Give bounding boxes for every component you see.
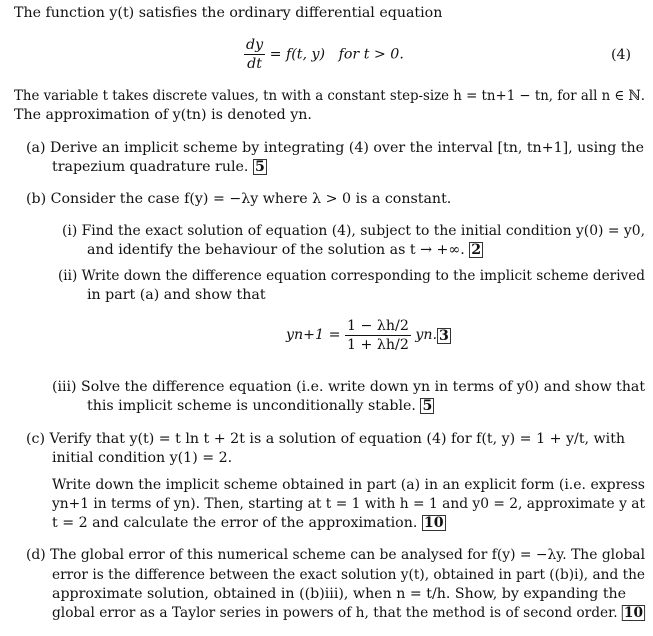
difference-fraction bbox=[345, 317, 411, 354]
difference-denominator: 1 + λh/2 bbox=[346, 337, 409, 353]
part-b-iii-line-2: this implicit scheme is unconditionally stable. 5 bbox=[87, 398, 433, 414]
part-b-intro: (b) Consider the case f(y) = −λy where λ > 0 is a constant. bbox=[26, 191, 452, 207]
part-b-iii-marks: 5 bbox=[422, 398, 433, 414]
part-b-i-line-1: (i) Find the exact solution of equation (4), subject to the initial condition y(0) = y0, bbox=[62, 223, 645, 239]
part-c-line-3: Write down the implicit scheme obtained in part (a) in an explicit form (i.e. express bbox=[52, 477, 645, 493]
part-b-ii-marks: 3 bbox=[439, 327, 449, 344]
difference-numerator: 1 − λh/2 bbox=[346, 318, 409, 334]
part-b-ii-line-2: in part (a) and show that bbox=[87, 287, 266, 303]
part-a-line-1: (a) Derive an implicit scheme by integrating (4) over the interval [tn, tn+1], using the bbox=[26, 140, 645, 156]
part-b-iii-line-1: (iii) Solve the difference equation (i.e. write down yn in terms of y0) and show that bbox=[52, 379, 645, 395]
equation-number: (4) bbox=[611, 47, 632, 63]
difference-rhs: yn. bbox=[415, 327, 438, 343]
part-c-line-2: initial condition y(1) = 2. bbox=[52, 450, 233, 466]
part-c-line-1: (c) Verify that y(t) = t ln t + 2t is a solution of equation (4) for f(t, y) = 1 + y/t, with bbox=[26, 431, 626, 447]
difference-equation bbox=[286, 317, 451, 354]
equation-rhs: = f(t, y) for t > 0. bbox=[269, 46, 404, 63]
variables-line-2: The approximation of y(tn) is denoted yn. bbox=[14, 107, 312, 123]
derivative-numerator: dy bbox=[246, 37, 264, 53]
part-a-marks: 5 bbox=[254, 159, 265, 175]
part-a-line-2: trapezium quadrature rule. 5 bbox=[52, 159, 265, 175]
part-b-ii-line-1: (ii) Write down the difference equation corresponding to the implicit scheme derived bbox=[58, 268, 645, 284]
part-c-line-5: t = 2 and calculate the error of the approximation. 10 bbox=[52, 515, 444, 531]
ode-equation bbox=[244, 36, 404, 73]
derivative-fraction bbox=[244, 36, 265, 73]
derivative-denominator: dt bbox=[247, 56, 262, 72]
intro-text: The function y(t) satisfies the ordinary differential equation bbox=[14, 5, 443, 21]
difference-lhs: yn+1 = bbox=[286, 327, 341, 343]
part-d-line-2: error is the difference between the exact solution y(t), obtained in part ((b)i), and the bbox=[52, 567, 645, 583]
variables-line-1: The variable t takes discrete values, tn with a constant step-size h = tn+1 − tn, for all n ∈ ℕ. bbox=[14, 88, 645, 104]
part-b-i-line-2: and identify the behaviour of the solution as t → +∞. 2 bbox=[87, 242, 482, 258]
part-b-i-marks: 2 bbox=[471, 242, 482, 258]
part-d-line-3: approximate solution, obtained in ((b)iii), when n = t/h. Show, by expanding the bbox=[52, 586, 627, 602]
part-c-marks: 10 bbox=[423, 515, 444, 531]
part-d-line-4: global error as a Taylor series in powers of h, that the method is of second order. 10 bbox=[52, 605, 644, 621]
part-d-line-1: (d) The global error of this numerical scheme can be analysed for f(y) = −λy. The global bbox=[26, 547, 645, 563]
part-c-line-4: yn+1 in terms of yn). Then, starting at t = 1 with h = 1 and y0 = 2, approximate y at bbox=[52, 496, 645, 512]
part-d-marks: 10 bbox=[623, 605, 644, 621]
